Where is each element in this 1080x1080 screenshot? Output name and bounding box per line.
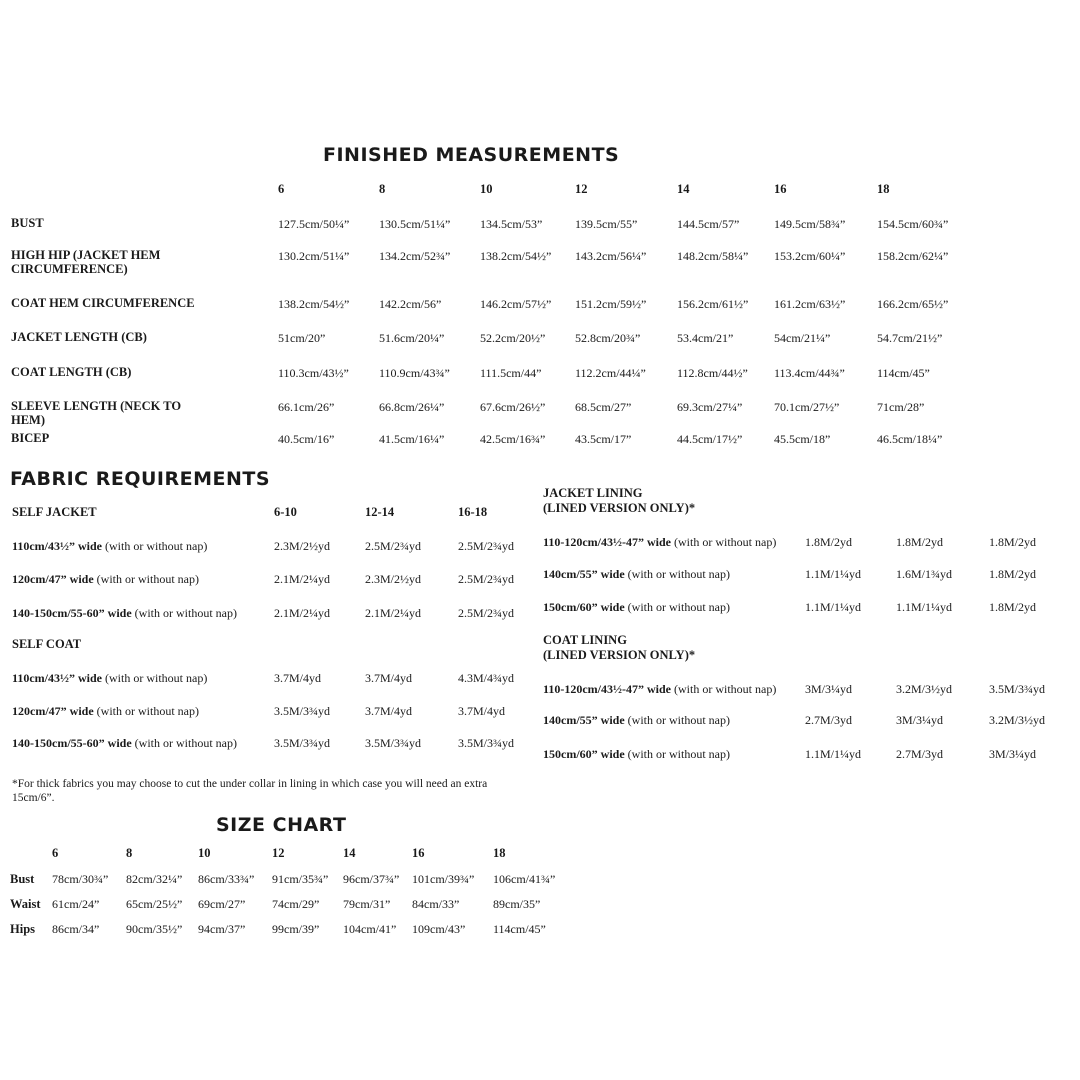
fabric-width: 140-150cm/55-60” wide (12, 736, 132, 750)
body-measure-cell: 106cm/41¾” (493, 872, 556, 886)
fabric-width: 120cm/47” wide (12, 572, 94, 586)
measurement-cell: 161.2cm/63½” (774, 297, 846, 311)
measurement-cell: 53.4cm/21” (677, 331, 734, 345)
measurement-cell: 134.5cm/53” (480, 217, 543, 231)
yardage-cell: 3.7M/4yd (274, 671, 322, 685)
fabric-width-label (543, 600, 730, 615)
body-measure-cell: 90cm/35½” (126, 922, 183, 936)
yardage-cell: 1.8M/2yd (989, 600, 1037, 614)
fabric-width: 110cm/43½” wide (12, 539, 102, 553)
yardage-cell: 4.3M/4¾yd (458, 671, 515, 685)
measurement-cell: 146.2cm/57½” (480, 297, 552, 311)
body-measure-cell: 79cm/31” (343, 897, 391, 911)
yardage-cell: 1.1M/1¼yd (805, 747, 862, 761)
body-measure-cell: 94cm/37” (198, 922, 246, 936)
yardage-cell: 3M/3¼yd (805, 682, 853, 696)
measurement-cell: 130.2cm/51¼” (278, 249, 350, 263)
measurement-cell: 43.5cm/17” (575, 432, 632, 446)
measurement-cell: 69.3cm/27¼” (677, 400, 743, 414)
measurement-cell: 66.8cm/26¼” (379, 400, 445, 414)
measurement-cell: 154.5cm/60¾” (877, 217, 949, 231)
body-measure-cell: 99cm/39” (272, 922, 320, 936)
self-coat-title: SELF COAT (12, 637, 82, 651)
measurement-cell: 44.5cm/17½” (677, 432, 743, 446)
body-measure-label: Bust (10, 872, 35, 886)
size-header-cell: 12 (272, 846, 285, 860)
yardage-cell: 2.1M/2¼yd (274, 572, 331, 586)
measurement-cell: 144.5cm/57” (677, 217, 740, 231)
yardage-cell: 3.5M/3¾yd (274, 736, 331, 750)
body-measure-cell: 82cm/32¼” (126, 872, 183, 886)
size-header-cell: 10 (480, 182, 493, 196)
yardage-cell: 2.7M/3yd (805, 713, 853, 727)
measurement-cell: 143.2cm/56¼” (575, 249, 647, 263)
fabric-width-label (543, 535, 776, 550)
measurement-cell: 45.5cm/18” (774, 432, 831, 446)
nap-note: (with or without nap) (671, 682, 777, 696)
body-measure-cell: 89cm/35” (493, 897, 541, 911)
nap-note: (with or without nap) (131, 736, 237, 750)
measurement-cell: 51cm/20” (278, 331, 326, 345)
body-measure-cell: 86cm/34” (52, 922, 100, 936)
body-measure-cell: 78cm/30¾” (52, 872, 109, 886)
measurement-cell: 68.5cm/27” (575, 400, 632, 414)
yardage-cell: 3.2M/3½yd (989, 713, 1046, 727)
measurement-cell: 54.7cm/21½” (877, 331, 943, 345)
yardage-cell: 2.5M/2¾yd (458, 539, 515, 553)
measurement-cell: 46.5cm/18¼” (877, 432, 943, 446)
body-measure-cell: 104cm/41” (343, 922, 397, 936)
fabric-width: 140cm/55” wide (543, 567, 625, 581)
nap-note: (with or without nap) (102, 539, 208, 553)
measurement-cell: 70.1cm/27½” (774, 400, 840, 414)
self-jacket-title: SELF JACKET (12, 505, 97, 519)
measurement-cell: 40.5cm/16” (278, 432, 335, 446)
yardage-cell: 3M/3¼yd (896, 713, 944, 727)
measurement-cell: 66.1cm/26” (278, 400, 335, 414)
yardage-cell: 2.1M/2¼yd (365, 606, 422, 620)
measurement-cell: 166.2cm/65½” (877, 297, 949, 311)
measurement-cell: 51.6cm/20¼” (379, 331, 445, 345)
measurement-row-label: BICEP (11, 431, 50, 445)
yardage-cell: 3.5M/3¾yd (989, 682, 1046, 696)
fabric-width-label (12, 539, 207, 554)
yardage-cell: 3.5M/3¾yd (458, 736, 515, 750)
size-header-cell: 10 (198, 846, 211, 860)
measurement-cell: 127.5cm/50¼” (278, 217, 350, 231)
jacket-lining-title: JACKET LINING (543, 486, 643, 500)
measurement-cell: 110.3cm/43½” (278, 366, 349, 380)
yardage-cell: 1.8M/2yd (805, 535, 853, 549)
yardage-cell: 1.1M/1¼yd (896, 600, 953, 614)
measurement-row-label: BUST (11, 216, 44, 230)
body-measure-cell: 84cm/33” (412, 897, 460, 911)
measurement-cell: 130.5cm/51¼” (379, 217, 451, 231)
yardage-cell: 2.5M/2¾yd (365, 539, 422, 553)
size-header-cell: 8 (379, 182, 386, 196)
fabric-width-label (543, 713, 730, 728)
measurement-cell: 114cm/45” (877, 366, 930, 380)
yardage-cell: 3.5M/3¾yd (274, 704, 331, 718)
nap-note: (with or without nap) (671, 535, 777, 549)
measurement-row-label: JACKET LENGTH (CB) (11, 330, 147, 344)
size-header-cell: 16 (774, 182, 787, 196)
fabric-width: 140cm/55” wide (543, 713, 625, 727)
yardage-cell: 1.8M/2yd (989, 567, 1037, 581)
body-measure-cell: 74cm/29” (272, 897, 320, 911)
yardage-cell: 2.3M/2½yd (274, 539, 331, 553)
measurement-row-label: SLEEVE LENGTH (NECK TO HEM) (11, 399, 182, 427)
fabric-width: 150cm/60” wide (543, 600, 625, 614)
size-range-header: 6-10 (274, 505, 297, 519)
body-measure-label: Waist (10, 897, 41, 911)
body-measure-cell: 69cm/27” (198, 897, 246, 911)
fabric-width-label (12, 704, 199, 719)
size-range-header: 16-18 (458, 505, 488, 519)
fabric-width-label (12, 572, 199, 587)
body-measure-cell: 114cm/45” (493, 922, 546, 936)
size-header-cell: 18 (493, 846, 506, 860)
measurement-cell: 142.2cm/56” (379, 297, 442, 311)
measurement-cell: 67.6cm/26½” (480, 400, 546, 414)
measurement-cell: 41.5cm/16¼” (379, 432, 445, 446)
fabric-width-label (543, 747, 730, 762)
body-measure-cell: 96cm/37¾” (343, 872, 400, 886)
yardage-cell: 3.2M/3½yd (896, 682, 953, 696)
measurement-cell: 42.5cm/16¾” (480, 432, 546, 446)
size-header-cell: 6 (278, 182, 285, 196)
fabric-width-label (12, 606, 237, 621)
measurement-cell: 52.8cm/20¾” (575, 331, 641, 345)
size-header-cell: 14 (677, 182, 690, 196)
size-header-cell: 16 (412, 846, 425, 860)
size-header-cell: 12 (575, 182, 588, 196)
nap-note: (with or without nap) (93, 704, 199, 718)
fabric-width: 150cm/60” wide (543, 747, 625, 761)
body-measure-cell: 86cm/33¾” (198, 872, 255, 886)
nap-note: (with or without nap) (131, 606, 237, 620)
fabric-width-label (543, 567, 730, 582)
yardage-cell: 2.7M/3yd (896, 747, 944, 761)
body-measure-cell: 109cm/43” (412, 922, 466, 936)
fabric-width: 110-120cm/43½-47” wide (543, 535, 671, 549)
fabric-requirements-title: FABRIC REQUIREMENTS (10, 468, 271, 490)
size-header-cell: 14 (343, 846, 356, 860)
nap-note: (with or without nap) (93, 572, 199, 586)
yardage-cell: 2.5M/2¾yd (458, 572, 515, 586)
yardage-cell: 2.1M/2¼yd (274, 606, 331, 620)
nap-note: (with or without nap) (624, 747, 730, 761)
body-measure-cell: 65cm/25½” (126, 897, 183, 911)
fabric-footnote: *For thick fabrics you may choose to cut the under collar in lining in which case you will need an extra 15cm/6”. (12, 778, 488, 804)
nap-note: (with or without nap) (624, 567, 730, 581)
yardage-cell: 3M/3¼yd (989, 747, 1037, 761)
measurement-cell: 113.4cm/44¾” (774, 366, 845, 380)
yardage-cell: 3.7M/4yd (458, 704, 506, 718)
body-measure-cell: 91cm/35¾” (272, 872, 329, 886)
yardage-cell: 1.8M/2yd (896, 535, 944, 549)
yardage-cell: 1.8M/2yd (989, 535, 1037, 549)
measurement-cell: 112.2cm/44¼” (575, 366, 646, 380)
yardage-cell: 3.5M/3¾yd (365, 736, 422, 750)
coat-lining-title: COAT LINING (543, 633, 627, 647)
yardage-cell: 3.7M/4yd (365, 671, 413, 685)
nap-note: (with or without nap) (102, 671, 208, 685)
nap-note: (with or without nap) (624, 713, 730, 727)
measurement-cell: 151.2cm/59½” (575, 297, 647, 311)
size-header-cell: 8 (126, 846, 133, 860)
measurement-cell: 138.2cm/54½” (278, 297, 350, 311)
size-header-cell: 6 (52, 846, 59, 860)
measurement-cell: 54cm/21¼” (774, 331, 831, 345)
measurement-cell: 148.2cm/58¼” (677, 249, 749, 263)
fabric-width-label (12, 736, 237, 751)
body-measure-label: Hips (10, 922, 36, 936)
measurement-cell: 134.2cm/52¾” (379, 249, 451, 263)
yardage-cell: 1.1M/1¼yd (805, 567, 862, 581)
nap-note: (with or without nap) (624, 600, 730, 614)
yardage-cell: 1.6M/1¾yd (896, 567, 953, 581)
body-measure-cell: 101cm/39¾” (412, 872, 475, 886)
fabric-width: 110cm/43½” wide (12, 671, 102, 685)
measurement-cell: 71cm/28” (877, 400, 925, 414)
jacket-lining-subtitle: (LINED VERSION ONLY)* (543, 501, 696, 515)
measurement-row-label: COAT HEM CIRCUMFERENCE (11, 296, 195, 310)
fabric-width: 140-150cm/55-60” wide (12, 606, 132, 620)
measurement-cell: 111.5cm/44” (480, 366, 542, 380)
measurement-cell: 52.2cm/20½” (480, 331, 546, 345)
coat-lining-subtitle: (LINED VERSION ONLY)* (543, 648, 696, 662)
size-header-cell: 18 (877, 182, 890, 196)
size-range-header: 12-14 (365, 505, 395, 519)
body-measure-cell: 61cm/24” (52, 897, 100, 911)
measurement-cell: 110.9cm/43¾” (379, 366, 450, 380)
measurement-cell: 153.2cm/60¼” (774, 249, 846, 263)
yardage-cell: 2.3M/2½yd (365, 572, 422, 586)
finished-measurements-title: FINISHED MEASUREMENTS (323, 144, 620, 166)
measurement-cell: 156.2cm/61½” (677, 297, 749, 311)
measurement-row-label: HIGH HIP (JACKET HEM CIRCUMFERENCE) (11, 248, 161, 276)
yardage-cell: 1.1M/1¼yd (805, 600, 862, 614)
size-chart-title: SIZE CHART (216, 814, 347, 836)
fabric-width-label (12, 671, 207, 686)
fabric-width: 120cm/47” wide (12, 704, 94, 718)
fabric-width: 110-120cm/43½-47” wide (543, 682, 671, 696)
measurement-row-label: COAT LENGTH (CB) (11, 365, 132, 379)
measurement-cell: 112.8cm/44½” (677, 366, 748, 380)
measurement-cell: 138.2cm/54½” (480, 249, 552, 263)
measurement-cell: 139.5cm/55” (575, 217, 638, 231)
yardage-cell: 2.5M/2¾yd (458, 606, 515, 620)
measurement-cell: 158.2cm/62¼” (877, 249, 949, 263)
yardage-cell: 3.7M/4yd (365, 704, 413, 718)
fabric-width-label (543, 682, 776, 697)
measurement-cell: 149.5cm/58¾” (774, 217, 846, 231)
